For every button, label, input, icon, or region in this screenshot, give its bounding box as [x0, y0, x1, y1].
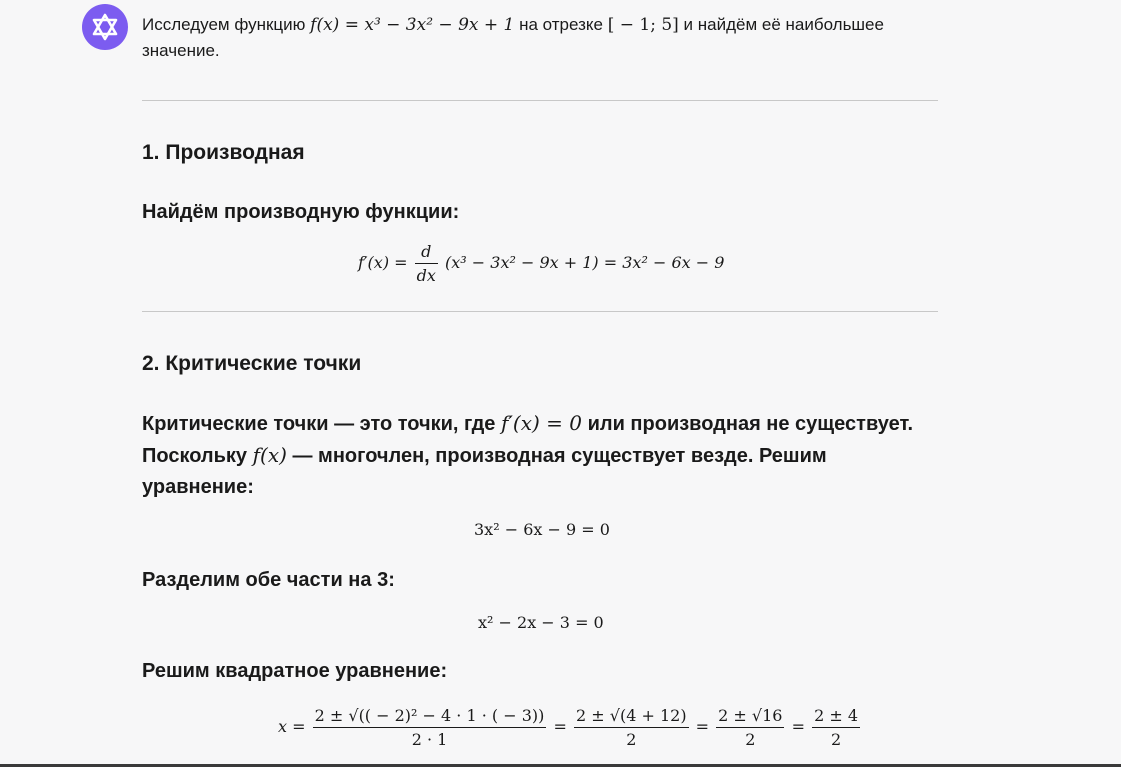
fraction: $\frac{\text{2 ± √(( − 2)² − 4 · 1 · ( − 3))}}{2 \cdot 1}$	[314, 706, 545, 749]
divider	[142, 311, 938, 312]
section-paragraph: Решим квадратное уравнение:	[142, 660, 448, 682]
fraction: $\frac{2 \pm 4}{2}$	[814, 706, 858, 749]
section-paragraph: Найдём производную функции:	[142, 201, 460, 223]
section-heading-critical-points: 2. Критические точки	[142, 352, 362, 375]
interval-expression: [ − 1; 5]	[607, 15, 679, 35]
derivative-equation: f′(x) = $\frac{d}{dx}$ (x³ − 3x² − 9x + 1) = 3x² − 6x − 9	[358, 242, 725, 285]
divider	[142, 100, 938, 101]
equation: 3x² − 6x − 9 = 0	[474, 520, 610, 539]
fraction: $\frac{2 \pm √(4 + 12)}{2}$	[576, 706, 687, 749]
section-paragraph: Разделим обе части на 3:	[142, 569, 395, 591]
function-expression: f(x) = x³ − 3x² − 9x + 1	[310, 15, 515, 35]
section-paragraph: Критические точки — это точки, где f′(x) = 0 или производная не существует. Поскольку f(x) — многочлен, производная существует везде. Решим уравнение:	[142, 411, 914, 498]
fraction: $\frac{2 \pm √16}{2}$	[718, 706, 783, 749]
equation: x² − 2x − 3 = 0	[478, 613, 604, 632]
assistant-avatar	[82, 4, 128, 50]
assistant-logo-icon	[90, 12, 120, 42]
quadratic-formula: x = $\frac{\text{2 ± √(( − 2)² − 4 · 1 · ( − 3))}}{2 \cdot 1}$ = $\frac{2 \pm √(4 + 12)}{2}$ = $\frac{2 \pm √16}{2}$ = $\frac{2 \pm 4}{2}$	[278, 706, 858, 749]
fraction: $\frac{d}{dx}$	[416, 242, 436, 285]
intro-paragraph: Исследуем функцию f(x) = x³ − 3x² − 9x + 1 на отрезке [ − 1; 5] и найдём её наибольшее значение.	[142, 15, 884, 60]
section-heading-derivative: 1. Производная	[142, 141, 305, 164]
